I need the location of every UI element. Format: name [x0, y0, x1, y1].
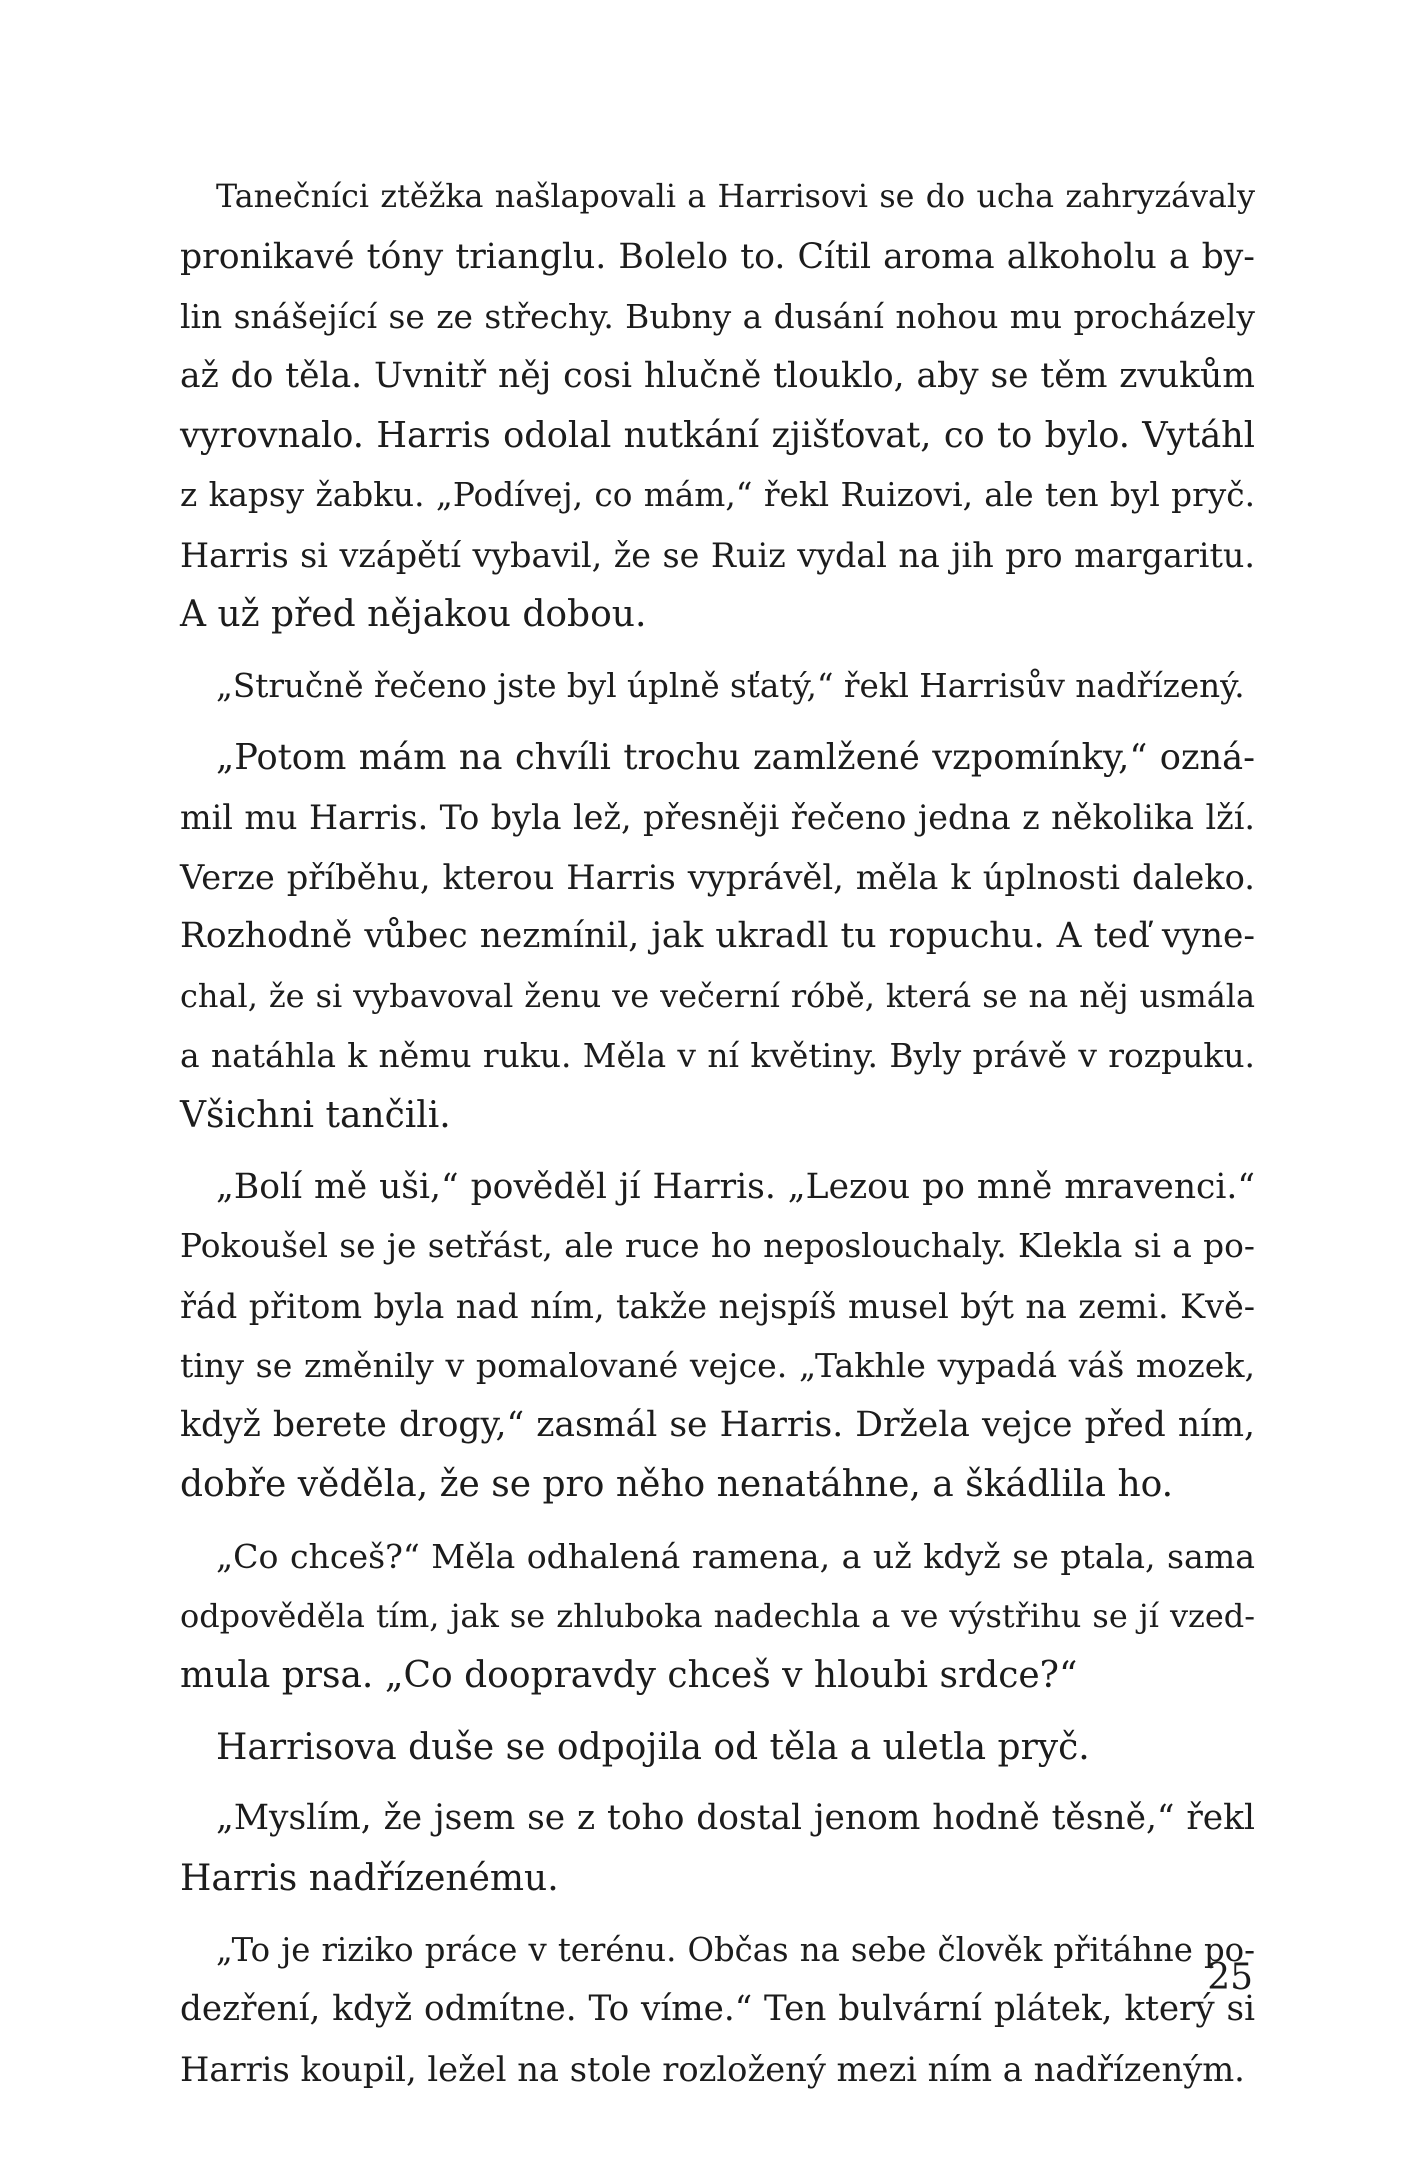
text-line: dobře věděla, že se pro něho nenatáhne, a škádlila ho. — [180, 1464, 1174, 1506]
text-line: až do těla. Uvnitř něj cosi hlučně tlouklo, aby se těm zvukům — [180, 355, 1255, 396]
text-line: dezření, když odmítne. To víme.“ Ten bulvární plátek, který si — [180, 1989, 1255, 2030]
text-line: vyrovnalo. Harris odolal nutkání zjišťovat, co to bylo. Vytáhl — [180, 415, 1255, 457]
text-line: mula prsa. „Co doopravdy chceš v hloubi srdce?“ — [180, 1655, 1078, 1697]
paragraph — [180, 1527, 1255, 1706]
text-line: „To je riziko práce v terénu. Občas na sebe člověk přitáhne po- — [216, 1930, 1255, 1969]
paragraph — [180, 1921, 1255, 2100]
paragraph — [180, 1718, 1255, 1778]
text-line: tiny se změnily v pomalované vejce. „Takhle vypadá váš mozek, — [180, 1346, 1255, 1386]
text-line: Harris nadřízenému. — [180, 1858, 559, 1900]
text-line: „Myslím, že jsem se z toho dostal jenom hodně těsně,“ řekl — [216, 1798, 1255, 1839]
text-line: Harris koupil, ležel na stole rozložený mezi ním a nadřízeným. — [180, 2049, 1245, 2089]
paragraph — [180, 1158, 1255, 1516]
text-line: Tanečníci ztěžka našlapovali a Harrisovi se do ucha zahryzávaly — [216, 179, 1255, 215]
text-line: lin snášející se ze střechy. Bubny a dusání nohou mu procházely — [180, 297, 1255, 337]
text-line: pronikavé tóny trianglu. Bolelo to. Cítil aroma alkoholu a by- — [180, 236, 1255, 277]
paragraph — [180, 657, 1255, 717]
text-line: mil mu Harris. To byla lež, přesněji řečeno jedna z několika lží. — [180, 797, 1255, 837]
text-line: odpověděla tím, jak se zhluboka nadechla a ve výstřihu se jí vzed- — [180, 1596, 1255, 1635]
text-line: když berete drogy,“ zasmál se Harris. Držela vejce před ním, — [180, 1404, 1255, 1445]
text-line: „Potom mám na chvíli trochu zamlžené vzpomínky,“ ozná- — [216, 737, 1255, 779]
text-line: a natáhla k němu ruku. Měla v ní květiny. Byly právě v rozpuku. — [180, 1036, 1255, 1076]
text-line: „Bolí mě uši,“ pověděl jí Harris. „Lezou po mně mravenci.“ — [216, 1166, 1255, 1207]
text-line: řád přitom byla nad ním, takže nejspíš musel být na zemi. Kvě- — [180, 1286, 1255, 1326]
body-text — [180, 168, 1255, 2111]
text-line: Harris si vzápětí vybavil, že se Ruiz vydal na jih pro margaritu. — [180, 535, 1255, 575]
paragraph — [180, 1789, 1255, 1908]
paragraph — [180, 168, 1255, 645]
text-line: Rozhodně vůbec nezmínil, jak ukradl tu ropuchu. A teď vyne- — [180, 916, 1255, 957]
text-line: „Stručně řečeno jste byl úplně sťatý,“ řekl Harrisův nadřízený. — [216, 666, 1245, 705]
paragraph — [180, 728, 1255, 1145]
page-number: 25 — [1207, 1957, 1253, 1998]
text-line: Harrisova duše se odpojila od těla a uletla pryč. — [216, 1726, 1090, 1768]
text-line: z kapsy žabku. „Podívej, co mám,“ řekl Ruizovi, ale ten byl pryč. — [180, 475, 1255, 514]
text-line: Pokoušel se je setřást, ale ruce ho neposlouchaly. Klekla si a po- — [180, 1227, 1255, 1266]
text-line: chal, že si vybavoval ženu ve večerní róbě, která se na něj usmála — [180, 976, 1255, 1015]
text-line: Verze příběhu, kterou Harris vyprávěl, měla k úplnosti daleko. — [180, 857, 1255, 897]
text-line: A už před nějakou dobou. — [180, 594, 647, 636]
text-line: Všichni tančili. — [180, 1094, 451, 1136]
text-line: „Co chceš?“ Měla odhalená ramena, a už když se ptala, sama — [216, 1537, 1255, 1577]
